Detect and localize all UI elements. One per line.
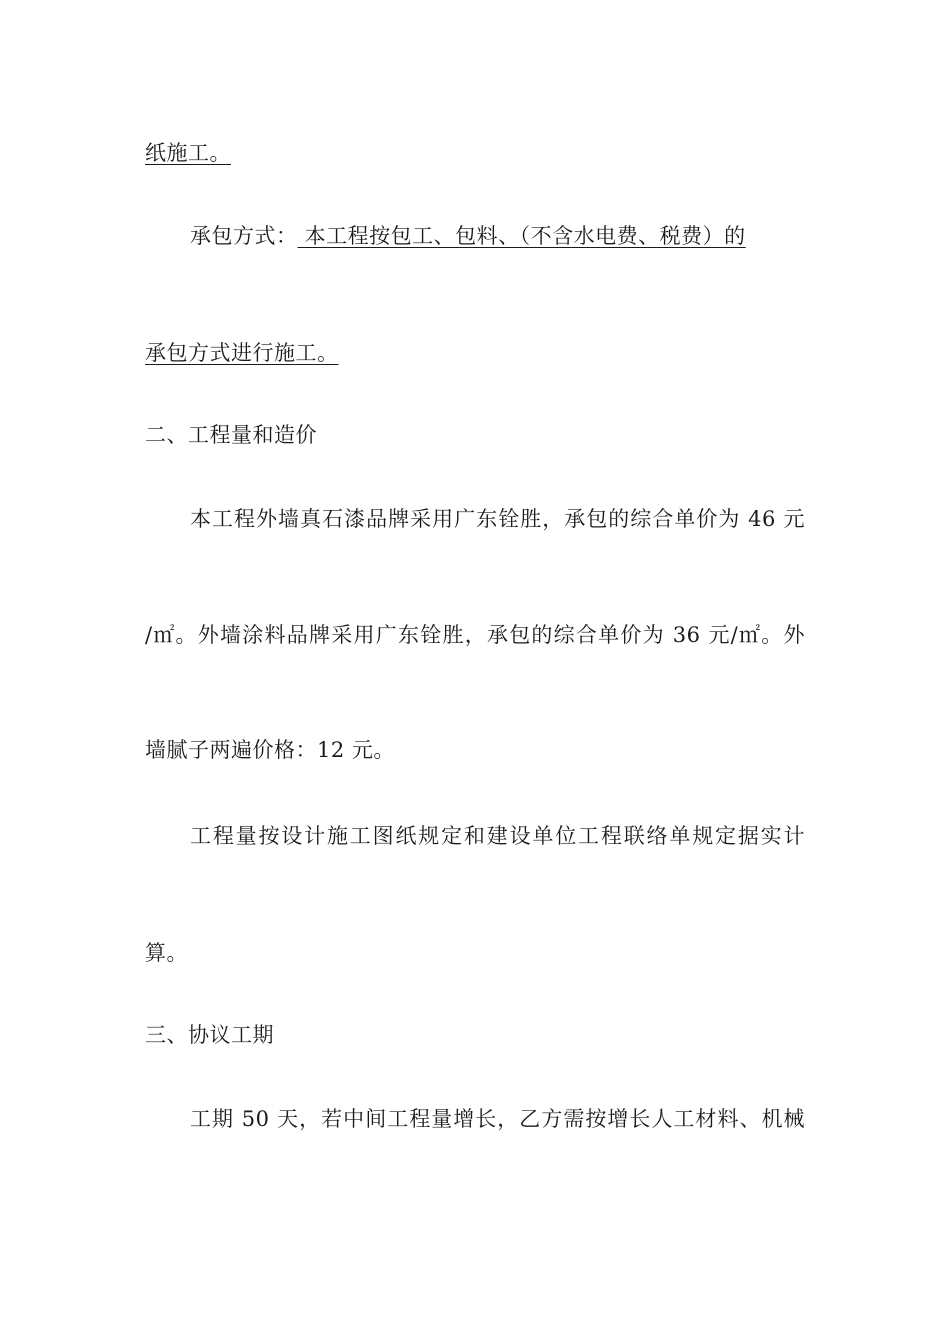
paragraph-line: 墙腻子两遍价格：12 元。 <box>145 738 395 762</box>
contract-method-value: 本工程按包工、包料、（不含水电费、税费）的 <box>297 224 746 248</box>
contract-method-continuation <box>145 340 339 366</box>
paragraph-line <box>145 140 231 166</box>
schedule-text: 工期 50 天，若中间工程量增长，乙方需按增长人工材料、机械 <box>190 1107 805 1131</box>
contract-method-line <box>190 223 746 249</box>
section-heading-quantity-price: 二、工程量和造价 <box>145 423 317 447</box>
paragraph-line <box>190 506 805 532</box>
section-heading-schedule: 三、协议工期 <box>145 1023 274 1047</box>
quantity-text: 工程量按设计施工图纸规定和建设单位工程联络单规定据实计 <box>190 824 805 848</box>
paragraph-line: 算。 <box>145 941 188 965</box>
underlined-text: 承包方式进行施工。 <box>145 341 339 365</box>
underlined-text: 纸施工。 <box>145 141 231 165</box>
price-text: 本工程外墙真石漆品牌采用广东铨胜，承包的综合单价为 46 元 <box>190 507 805 531</box>
price-text: /㎡。外墙涂料品牌采用广东铨胜，承包的综合单价为 36 元/㎡。外 <box>145 623 805 647</box>
paragraph-line <box>190 1106 805 1132</box>
contract-method-label: 承包方式： <box>190 224 298 248</box>
paragraph-line <box>145 622 805 648</box>
paragraph-line <box>190 823 805 849</box>
